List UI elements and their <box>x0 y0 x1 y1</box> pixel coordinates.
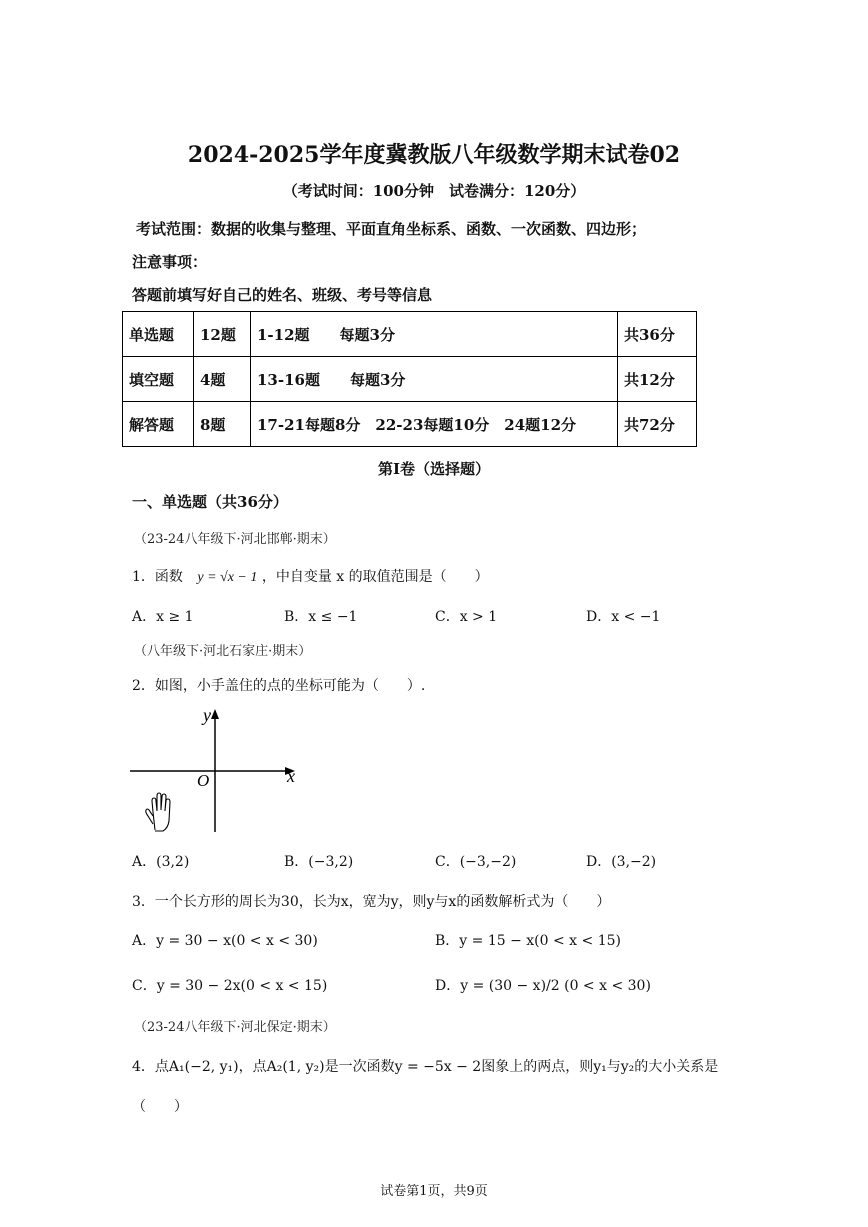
exam-subtitle: （考试时间：100分钟 试卷满分：120分） <box>282 182 586 200</box>
option: D．y = (30 − x)/2 (0 < x < 30) <box>435 978 651 994</box>
volume-title: 第I卷（选择题） <box>377 460 491 478</box>
q1-formula: y = √x − 1 <box>197 570 258 585</box>
table-cell-count: 8题 <box>194 402 251 447</box>
q1-prefix: 1．函数 <box>132 569 183 585</box>
table-cell-count: 12题 <box>194 312 251 357</box>
option: C．(−3,−2) <box>435 854 517 870</box>
option: A．y = 30 − x(0 < x < 30) <box>132 933 318 949</box>
table-cell-type: 单选题 <box>123 312 194 357</box>
notice-heading: 注意事项： <box>132 253 208 271</box>
table-row <box>123 312 697 357</box>
y-axis-arrow <box>211 709 219 719</box>
table-cell-detail: 1-12题 每题3分 <box>251 312 618 357</box>
table-row <box>123 402 697 447</box>
page-footer: 试卷第1页，共9页 <box>380 1184 488 1199</box>
table-cell-count: 4题 <box>194 357 251 402</box>
q1-suffix: ，中自变量 x 的取值范围是（ ） <box>261 569 489 585</box>
hand-icon <box>146 793 170 831</box>
option: D．(3,−2) <box>586 854 657 870</box>
score-table <box>122 311 697 447</box>
option: B．y = 15 − x(0 < x < 15) <box>435 933 621 949</box>
table-cell-total: 共12分 <box>618 357 697 402</box>
origin-label: O <box>197 771 210 790</box>
exam-title: 2024-2025学年度冀教版八年级数学期末试卷02 <box>187 142 681 168</box>
q3-stem: 3．一个长方形的周长为30，长为x，宽为y，则y与x的函数解析式为（ ） <box>132 894 611 910</box>
table-cell-detail: 13-16题 每题3分 <box>251 357 618 402</box>
q2-stem: 2．如图，小手盖住的点的坐标可能为（ ）. <box>132 678 426 694</box>
section-title: 一、单选题（共36分） <box>132 493 288 511</box>
y-axis-label: y <box>203 705 211 725</box>
exam-scope: 考试范围：数据的收集与整理、平面直角坐标系、函数、一次函数、四边形； <box>136 220 647 238</box>
q2-source: （八年级下·河北石家庄·期末） <box>134 644 312 659</box>
table-cell-type: 解答题 <box>123 402 194 447</box>
q1-source: （23-24八年级下·河北邯郸·期末） <box>134 532 336 547</box>
table-cell-type: 填空题 <box>123 357 194 402</box>
x-axis-label: x <box>287 766 295 786</box>
table-cell-total: 共72分 <box>618 402 697 447</box>
q1-stem <box>132 566 489 586</box>
table-row <box>123 357 697 402</box>
coordinate-figure <box>125 700 315 840</box>
notice-text: 答题前填写好自己的姓名、班级、考号等信息 <box>132 286 433 304</box>
option: A．x ≥ 1 <box>132 609 194 625</box>
option: B．x ≤ −1 <box>284 609 358 625</box>
option: C．x > 1 <box>435 609 498 625</box>
option: B．(−3,2) <box>284 854 354 870</box>
option: D．x < −1 <box>586 609 661 625</box>
table-cell-total: 共36分 <box>618 312 697 357</box>
option: A．(3,2) <box>132 854 190 870</box>
q4-source: （23-24八年级下·河北保定·期末） <box>134 1020 336 1035</box>
q4-blank: （ ） <box>132 1099 188 1115</box>
table-cell-detail: 17-21每题8分 22-23每题10分 24题12分 <box>251 402 618 447</box>
option: C．y = 30 − 2x(0 < x < 15) <box>132 978 328 994</box>
q4-stem: 4．点A₁(−2, y₁)，点A₂(1, y₂)是一次函数y = −5x − 2图象上的两点，则y₁与y₂的大小关系是 <box>132 1059 719 1075</box>
